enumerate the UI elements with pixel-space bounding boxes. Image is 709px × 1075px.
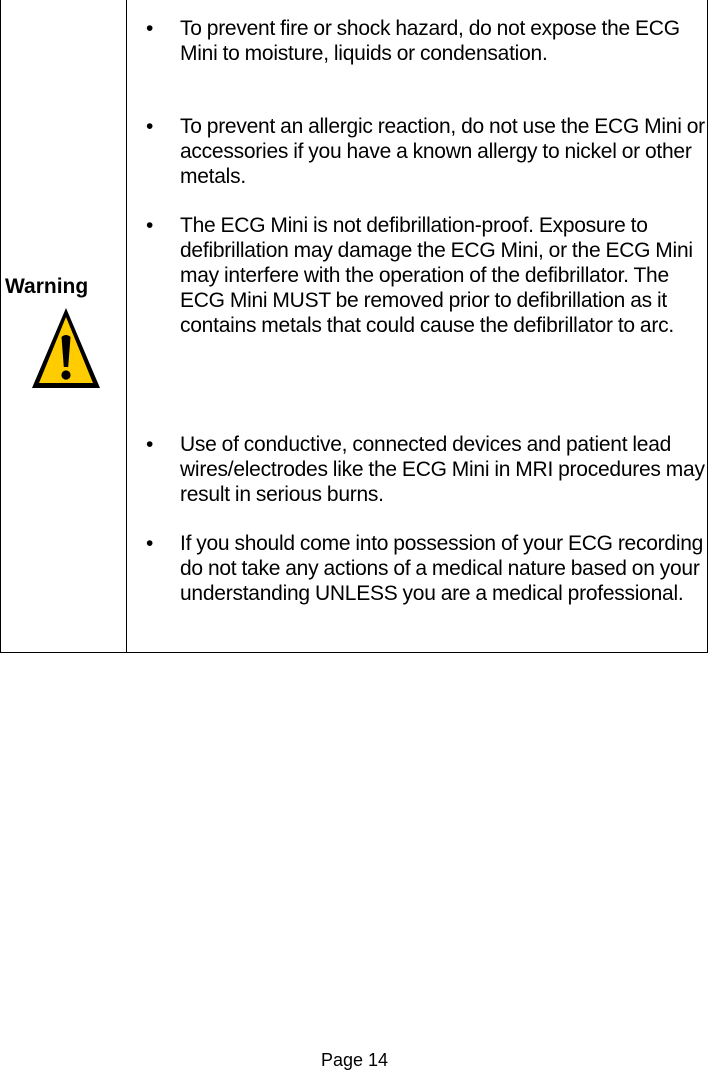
page-number: Page 14 <box>320 1050 389 1070</box>
bullet-icon: • <box>146 214 154 237</box>
bullet-icon: • <box>146 433 154 456</box>
list-item-text: To prevent fire or shock hazard, do not expose the ECG Mini to moisture, liquids or condensation. <box>180 17 680 65</box>
warning-label: Warning <box>5 275 89 298</box>
list-item-text: Use of conductive, connected devices and patient lead wires/electrodes like the ECG Mini in MRI procedures may result in serious burns. <box>180 433 705 506</box>
warning-label-cell <box>1 0 127 652</box>
bullet-icon: • <box>146 115 154 138</box>
warning-triangle-icon <box>30 306 102 390</box>
warning-content-cell <box>127 0 707 652</box>
list-item-text: To prevent an allergic reaction, do not use the ECG Mini or accessories if you have a known allergy to nickel or other metals. <box>180 115 705 188</box>
bullet-icon: • <box>146 532 154 555</box>
list-item-text: The ECG Mini is not defibrillation-proof. Exposure to defibrillation may damage the ECG Mini, or the ECG Mini may interfere with the operation of the defibrillator. The ECG Mini MUST be removed prior to defibrillation as it contains metals that could cause the defibrillator to arc. <box>180 214 693 337</box>
bullet-icon: • <box>146 17 154 40</box>
list-item-text: If you should come into possession of your ECG recording do not take any actions of a medical nature based on your understanding UNLESS you are a medical professional. <box>180 532 704 605</box>
